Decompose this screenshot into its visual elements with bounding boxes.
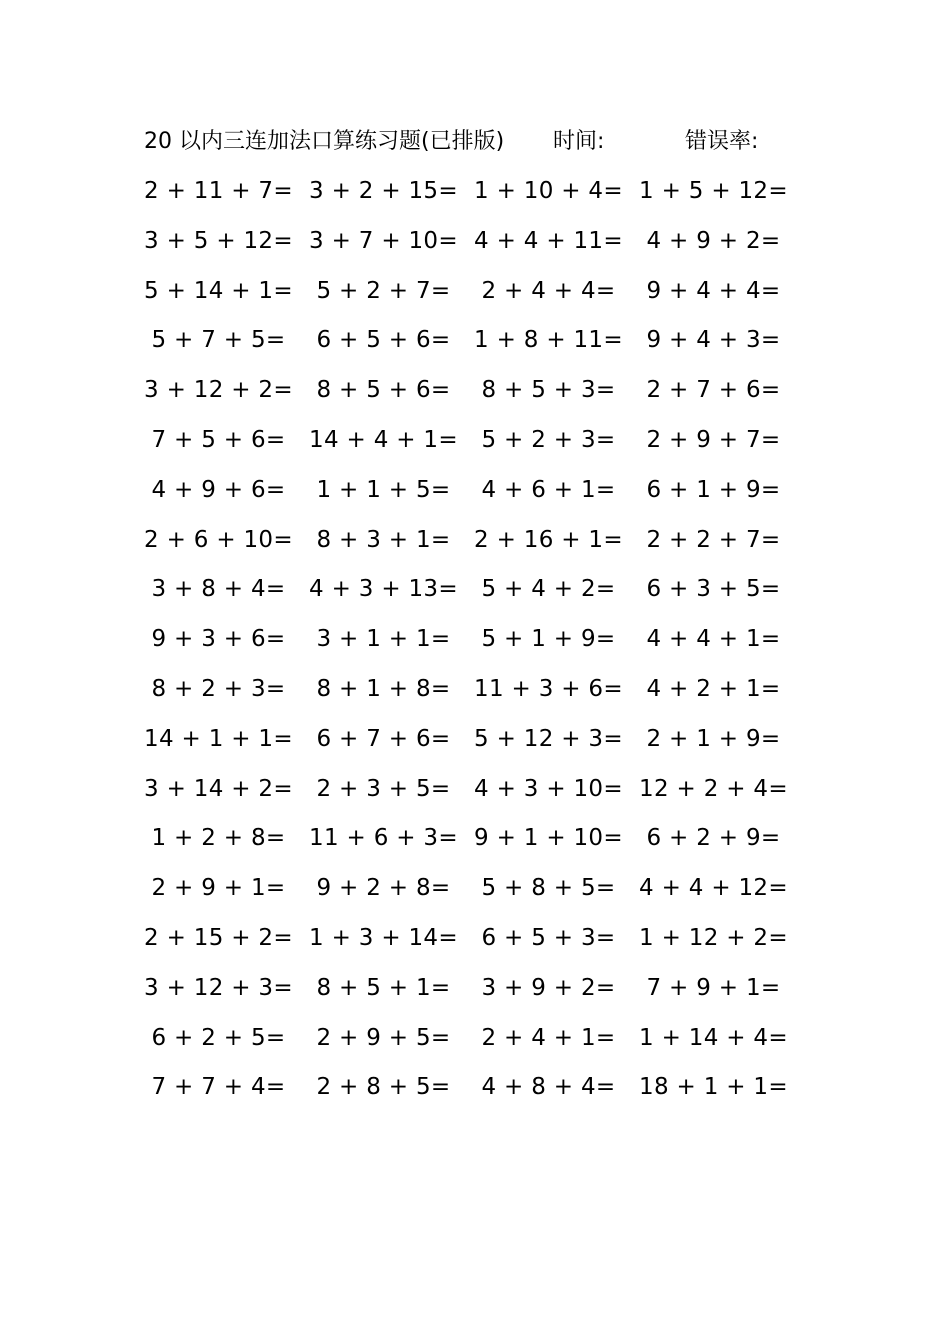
arithmetic-problem: 3 + 8 + 4= — [151, 576, 286, 603]
arithmetic-problem: 4 + 6 + 1= — [481, 476, 616, 503]
arithmetic-problem: 5 + 4 + 2= — [481, 576, 616, 603]
arithmetic-problem: 3 + 14 + 2= — [144, 775, 293, 802]
arithmetic-problem: 5 + 2 + 7= — [316, 277, 451, 304]
arithmetic-problem: 9 + 2 + 8= — [316, 875, 451, 902]
arithmetic-problem: 1 + 8 + 11= — [474, 327, 623, 354]
arithmetic-problem: 8 + 5 + 6= — [316, 377, 451, 404]
arithmetic-problem: 8 + 5 + 3= — [481, 377, 616, 404]
arithmetic-problem: 4 + 8 + 4= — [481, 1074, 616, 1101]
arithmetic-problem: 3 + 2 + 15= — [309, 178, 458, 204]
arithmetic-problem: 6 + 5 + 3= — [481, 924, 616, 951]
arithmetic-problem: 2 + 16 + 1= — [474, 526, 623, 553]
arithmetic-problem: 9 + 3 + 6= — [151, 626, 286, 653]
arithmetic-problem: 9 + 4 + 3= — [646, 327, 781, 354]
arithmetic-problem: 8 + 5 + 1= — [316, 974, 451, 1001]
arithmetic-problem: 2 + 6 + 10= — [144, 526, 293, 553]
arithmetic-problem: 5 + 14 + 1= — [144, 277, 293, 304]
problem-grid — [136, 173, 796, 1119]
arithmetic-problem: 8 + 1 + 8= — [316, 675, 451, 702]
arithmetic-problem: 5 + 12 + 3= — [474, 725, 623, 752]
arithmetic-problem: 4 + 4 + 11= — [474, 227, 623, 254]
arithmetic-problem: 3 + 1 + 1= — [316, 626, 451, 653]
arithmetic-problem: 2 + 4 + 4= — [481, 277, 616, 304]
arithmetic-problem: 4 + 3 + 10= — [474, 775, 623, 802]
arithmetic-problem: 2 + 15 + 2= — [144, 924, 293, 951]
arithmetic-problem: 1 + 3 + 14= — [309, 924, 458, 951]
arithmetic-problem: 1 + 5 + 12= — [639, 178, 788, 204]
arithmetic-problem: 5 + 8 + 5= — [481, 875, 616, 902]
arithmetic-problem: 4 + 9 + 6= — [151, 476, 286, 503]
arithmetic-problem: 11 + 6 + 3= — [309, 825, 458, 852]
arithmetic-problem: 3 + 12 + 2= — [144, 377, 293, 404]
arithmetic-problem: 1 + 10 + 4= — [474, 178, 623, 204]
arithmetic-problem: 5 + 7 + 5= — [151, 327, 286, 354]
arithmetic-problem: 8 + 3 + 1= — [316, 526, 451, 553]
arithmetic-problem: 18 + 1 + 1= — [639, 1074, 788, 1101]
arithmetic-problem: 2 + 3 + 5= — [316, 775, 451, 802]
arithmetic-problem: 12 + 2 + 4= — [639, 775, 788, 802]
arithmetic-problem: 11 + 3 + 6= — [474, 675, 623, 702]
arithmetic-problem: 2 + 4 + 1= — [481, 1024, 616, 1051]
arithmetic-problem: 9 + 1 + 10= — [474, 825, 623, 852]
arithmetic-problem: 8 + 2 + 3= — [151, 675, 286, 702]
arithmetic-problem: 2 + 11 + 7= — [144, 178, 293, 204]
arithmetic-problem: 1 + 1 + 5= — [316, 476, 451, 503]
arithmetic-problem: 7 + 7 + 4= — [151, 1074, 286, 1101]
arithmetic-problem: 14 + 4 + 1= — [309, 426, 458, 453]
arithmetic-problem: 4 + 3 + 13= — [309, 576, 458, 603]
arithmetic-problem: 1 + 14 + 4= — [639, 1024, 788, 1051]
arithmetic-problem: 2 + 7 + 6= — [646, 377, 781, 404]
arithmetic-problem: 7 + 9 + 1= — [646, 974, 781, 1001]
arithmetic-problem: 4 + 4 + 12= — [639, 875, 788, 902]
arithmetic-problem: 5 + 2 + 3= — [481, 426, 616, 453]
worksheet-title: 20 以内三连加法口算练习题(已排版) — [144, 129, 505, 154]
worksheet-header — [0, 124, 950, 160]
arithmetic-problem: 4 + 2 + 1= — [646, 675, 781, 702]
arithmetic-problem: 3 + 9 + 2= — [481, 974, 616, 1001]
arithmetic-problem: 5 + 1 + 9= — [481, 626, 616, 653]
arithmetic-problem: 2 + 1 + 9= — [646, 725, 781, 752]
arithmetic-problem: 3 + 5 + 12= — [144, 227, 293, 254]
arithmetic-problem: 9 + 4 + 4= — [646, 277, 781, 304]
arithmetic-problem: 6 + 2 + 9= — [646, 825, 781, 852]
arithmetic-problem: 2 + 9 + 5= — [316, 1024, 451, 1051]
arithmetic-problem: 14 + 1 + 1= — [144, 725, 293, 752]
arithmetic-problem: 7 + 5 + 6= — [151, 426, 286, 453]
arithmetic-problem: 6 + 7 + 6= — [316, 725, 451, 752]
arithmetic-problem: 4 + 9 + 2= — [646, 227, 781, 254]
arithmetic-problem: 4 + 4 + 1= — [646, 626, 781, 653]
arithmetic-problem: 1 + 12 + 2= — [639, 924, 788, 951]
arithmetic-problem: 2 + 2 + 7= — [646, 526, 781, 553]
time-label: 时间: — [553, 129, 605, 154]
arithmetic-problem: 1 + 2 + 8= — [151, 825, 286, 852]
arithmetic-problem: 6 + 3 + 5= — [646, 576, 781, 603]
arithmetic-problem: 6 + 2 + 5= — [151, 1024, 286, 1051]
arithmetic-problem: 3 + 12 + 3= — [144, 974, 293, 1001]
arithmetic-problem: 6 + 1 + 9= — [646, 476, 781, 503]
arithmetic-problem: 2 + 9 + 1= — [151, 875, 286, 902]
arithmetic-problem: 3 + 7 + 10= — [309, 227, 458, 254]
arithmetic-problem: 6 + 5 + 6= — [316, 327, 451, 354]
arithmetic-problem: 2 + 8 + 5= — [316, 1074, 451, 1101]
arithmetic-problem: 2 + 9 + 7= — [646, 426, 781, 453]
error-rate-label: 错误率: — [685, 129, 759, 154]
